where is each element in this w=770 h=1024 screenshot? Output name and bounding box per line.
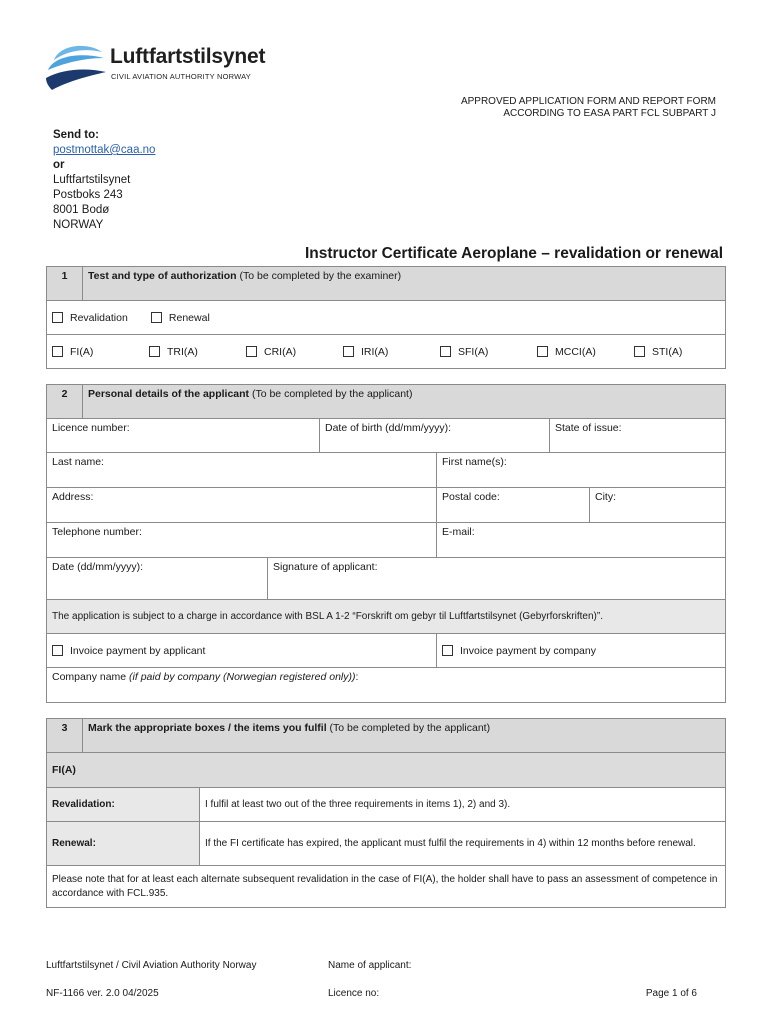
approved-line-1: APPROVED APPLICATION FORM AND REPORT FORM xyxy=(460,96,716,107)
checkbox[interactable] xyxy=(52,645,63,656)
option-label: Renewal xyxy=(168,311,210,324)
company-name-note: (if paid by company (Norwegian registered only)) xyxy=(129,671,356,683)
address-field[interactable]: Address: xyxy=(47,488,437,523)
state-of-issue-field[interactable]: State of issue: xyxy=(550,419,726,453)
auth-option-mcci[interactable] xyxy=(537,346,634,358)
company-name-label: Company name xyxy=(52,671,130,683)
licence-number-field[interactable]: Licence number: xyxy=(47,419,320,453)
first-names-field[interactable]: First name(s): xyxy=(437,453,726,488)
auth-options-row xyxy=(47,335,726,369)
revalidation-option[interactable] xyxy=(52,312,148,324)
section-title xyxy=(83,385,726,419)
charge-note: The application is subject to a charge in accordance with BSL A 1-2 “Forskrift om gebyr til Luftfartstilsynet (Gebyrforskriften)”. xyxy=(47,600,726,634)
renewal-option[interactable] xyxy=(151,312,210,324)
invoice-company-option[interactable] xyxy=(437,634,726,668)
checkbox[interactable] xyxy=(442,645,453,656)
address-line: Luftfartstilsynet xyxy=(53,174,131,186)
footer-page-number: Page 1 of 6 xyxy=(645,988,697,999)
auth-option-sfi[interactable] xyxy=(440,346,537,358)
section-1-header xyxy=(47,267,726,301)
section-3-header xyxy=(47,719,726,753)
footer-licence-no: Licence no: xyxy=(328,988,380,999)
approved-line-2: ACCORDING TO EASA PART FCL SUBPART J xyxy=(503,108,716,119)
auth-option-iri[interactable] xyxy=(343,346,440,358)
section-number: 3 xyxy=(47,719,83,753)
company-name-colon: : xyxy=(355,671,359,683)
section-2-note: (To be completed by the applicant) xyxy=(249,388,413,400)
address-line: NORWAY xyxy=(53,219,104,231)
section-2-table xyxy=(46,384,726,703)
checkbox[interactable] xyxy=(246,346,257,357)
invoice-applicant-option[interactable] xyxy=(47,634,437,668)
option-label: FI(A) xyxy=(70,345,94,358)
section-3-title: Mark the appropriate boxes / the items you fulfil xyxy=(88,722,327,734)
caa-logo xyxy=(44,42,274,94)
section-1-title: Test and type of authorization xyxy=(88,270,237,282)
revalidation-label: Revalidation: xyxy=(47,788,200,822)
postal-code-field[interactable]: Postal code: xyxy=(437,488,590,523)
option-label: Revalidation xyxy=(70,311,128,324)
date-field[interactable]: Date (dd/mm/yyyy): xyxy=(47,558,268,600)
section-2-title: Personal details of the applicant xyxy=(88,388,250,400)
type-options-row xyxy=(47,301,726,335)
checkbox[interactable] xyxy=(151,312,162,323)
fi-subheading: FI(A) xyxy=(47,753,726,788)
option-label: TRI(A) xyxy=(167,345,198,358)
section-2-header xyxy=(47,385,726,419)
email-field[interactable]: E-mail: xyxy=(437,523,726,558)
auth-option-tri[interactable] xyxy=(149,346,246,358)
section-number: 2 xyxy=(47,385,83,419)
city-field[interactable]: City: xyxy=(590,488,726,523)
auth-option-fi[interactable] xyxy=(52,346,149,358)
approved-form-note xyxy=(461,96,716,120)
address-line: Postboks 243 xyxy=(53,189,123,201)
section-title xyxy=(83,267,726,301)
option-label: CRI(A) xyxy=(264,345,297,358)
option-label: MCCI(A) xyxy=(555,345,596,358)
email-link[interactable]: postmottak@caa.no xyxy=(53,144,156,156)
revalidation-text: I fulfil at least two out of the three requirements in items 1), 2) and 3). xyxy=(200,788,726,822)
section-1-note: (To be completed by the examiner) xyxy=(236,270,402,282)
option-label: IRI(A) xyxy=(361,345,389,358)
checkbox[interactable] xyxy=(343,346,354,357)
company-name-field[interactable] xyxy=(47,668,726,703)
logo-name: Luftfartstilsynet xyxy=(110,45,266,68)
checkbox[interactable] xyxy=(52,346,63,357)
option-label: STI(A) xyxy=(652,345,683,358)
assessment-note: Please note that for at least each alternate subsequent revalidation in the case of FI(A), the holder shall have to pass an assessment of competence in accordance with FCL.935. xyxy=(47,866,726,908)
footer-name-of-applicant: Name of applicant: xyxy=(328,960,412,971)
checkbox[interactable] xyxy=(537,346,548,357)
date-of-birth-field[interactable]: Date of birth (dd/mm/yyyy): xyxy=(320,419,550,453)
last-name-field[interactable]: Last name: xyxy=(47,453,437,488)
section-title xyxy=(83,719,726,753)
document-title: Instructor Certificate Aeroplane – revalidation or renewal xyxy=(304,245,723,262)
section-number: 1 xyxy=(47,267,83,301)
option-label: Invoice payment by applicant xyxy=(70,644,206,657)
telephone-field[interactable]: Telephone number: xyxy=(47,523,437,558)
send-to-label: Send to: xyxy=(53,129,99,141)
section-1-table xyxy=(46,266,726,369)
auth-option-sti[interactable] xyxy=(634,346,682,358)
auth-option-cri[interactable] xyxy=(246,346,343,358)
checkbox[interactable] xyxy=(440,346,451,357)
renewal-text: If the FI certificate has expired, the applicant must fulfil the requirements in 4) within 12 months before renewal. xyxy=(200,822,726,866)
signature-field[interactable]: Signature of applicant: xyxy=(268,558,726,600)
caa-logo-emblem-icon xyxy=(44,42,108,94)
checkbox[interactable] xyxy=(149,346,160,357)
section-3-note: (To be completed by the applicant) xyxy=(326,722,491,734)
or-label: or xyxy=(53,159,65,171)
renewal-label: Renewal: xyxy=(47,822,200,866)
logo-subtitle: CIVIL AVIATION AUTHORITY NORWAY xyxy=(111,72,251,81)
send-to-block xyxy=(53,128,155,233)
address-line: 8001 Bodø xyxy=(53,204,110,216)
footer-org: Luftfartstilsynet / Civil Aviation Authority Norway xyxy=(46,960,257,971)
checkbox[interactable] xyxy=(634,346,645,357)
footer-version: NF-1166 ver. 2.0 04/2025 xyxy=(46,988,159,999)
section-3-table xyxy=(46,718,726,908)
option-label: Invoice payment by company xyxy=(460,644,596,657)
option-label: SFI(A) xyxy=(458,345,489,358)
checkbox[interactable] xyxy=(52,312,63,323)
